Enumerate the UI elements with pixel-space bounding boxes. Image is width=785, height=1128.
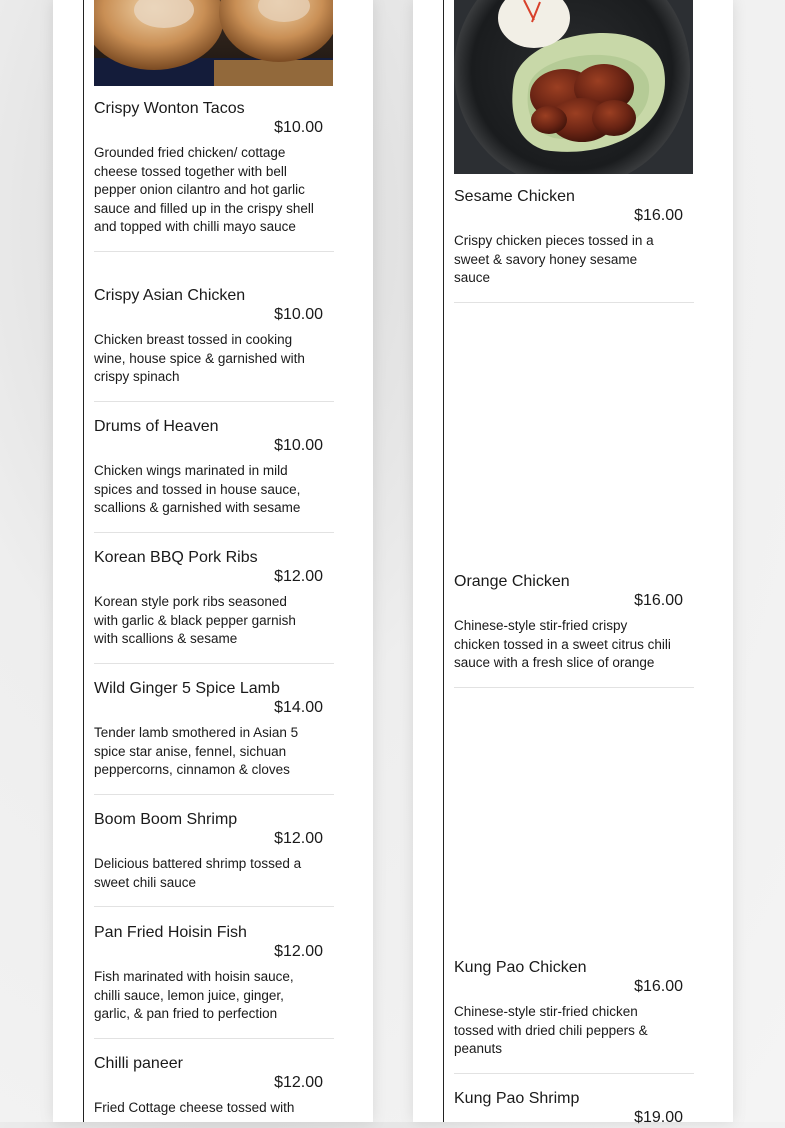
item-name: Kung Pao Chicken [454,959,587,976]
item-name: Kung Pao Shrimp [454,1090,580,1107]
item-divider [94,532,334,533]
card-border-line [443,0,444,1122]
item-description: Chicken breast tossed in cooking wine, house spice & garnished with crispy spinach [94,332,305,385]
item-price: $14.00 [274,699,323,716]
item-divider [94,1038,334,1039]
item-price: $16.00 [634,592,683,609]
item-price: $16.00 [634,978,683,995]
item-price: $12.00 [274,568,323,585]
card-border-line [83,0,84,1122]
menu-item[interactable] [454,1089,694,1128]
item-description: Tender lamb smothered in Asian 5 spice star anise, fennel, sichuan peppercorns, cinnamon & cloves [94,725,299,778]
item-price: $12.00 [274,1074,323,1091]
menu-item[interactable] [94,923,334,1039]
menu-card-right [413,0,733,1126]
item-divider [454,302,694,303]
menu-card-left [53,0,373,1122]
item-divider [94,663,334,664]
item-price: $10.00 [274,437,323,454]
menu-item[interactable] [454,572,694,688]
item-price: $19.00 [634,1109,683,1126]
menu-item[interactable] [94,548,334,664]
item-name: Orange Chicken [454,573,570,590]
item-price: $12.00 [274,943,323,960]
item-description: Grounded fried chicken/ cottage cheese tossed together with bell pepper onion cilantro and hot garlic sauce and filled up in the crispy shell and topped with chilli mayo sauce [94,145,314,235]
item-name: Sesame Chicken [454,188,575,205]
menu-item[interactable] [94,1054,334,1118]
item-description: Chicken wings marinated in mild spices and tossed in house sauce, scallions & garnished with sesame [94,463,301,516]
item-description: Fried Cottage cheese tossed with [94,1100,295,1115]
item-description: Fish marinated with hoisin sauce, chilli sauce, lemon juice, ginger, garlic, & pan fried to perfection [94,969,294,1022]
item-description: Crispy chicken pieces tossed in a sweet & savory honey sesame sauce [454,233,654,286]
menu-item[interactable] [94,286,334,402]
item-name: Korean BBQ Pork Ribs [94,549,258,566]
item-price: $16.00 [634,207,683,224]
item-price: $12.00 [274,830,323,847]
item-divider [94,251,334,252]
item-name: Boom Boom Shrimp [94,811,238,828]
item-divider [454,687,694,688]
item-name: Crispy Wonton Tacos [94,100,245,117]
menu-item[interactable] [94,99,334,252]
item-description: Chinese-style stir-fried crispy chicken tossed in a sweet citrus chili sauce with a fresh slice of orange [454,618,671,671]
item-divider [94,794,334,795]
item-description: Korean style pork ribs seasoned with garlic & black pepper garnish with scallions & sesame [94,594,296,647]
item-name: Pan Fried Hoisin Fish [94,924,247,941]
item-divider [94,906,334,907]
item-name: Chilli paneer [94,1055,183,1072]
item-description: Delicious battered shrimp tossed a sweet chili sauce [94,856,302,890]
item-price: $10.00 [274,119,323,136]
item-divider [454,1073,694,1074]
item-description: Chinese-style stir-fried chicken tossed with dried chili peppers & peanuts [454,1004,648,1057]
food-photo-wonton-tacos [94,0,333,86]
menu-item[interactable] [454,187,694,303]
item-name: Drums of Heaven [94,418,219,435]
menu-item[interactable] [94,417,334,533]
item-divider [94,401,334,402]
menu-item[interactable] [94,679,334,795]
food-photo-sesame-chicken [454,0,693,174]
menu-item[interactable] [454,958,694,1074]
item-name: Crispy Asian Chicken [94,287,246,304]
menu-item[interactable] [94,810,334,907]
item-price: $10.00 [274,306,323,323]
item-name: Wild Ginger 5 Spice Lamb [94,680,280,697]
